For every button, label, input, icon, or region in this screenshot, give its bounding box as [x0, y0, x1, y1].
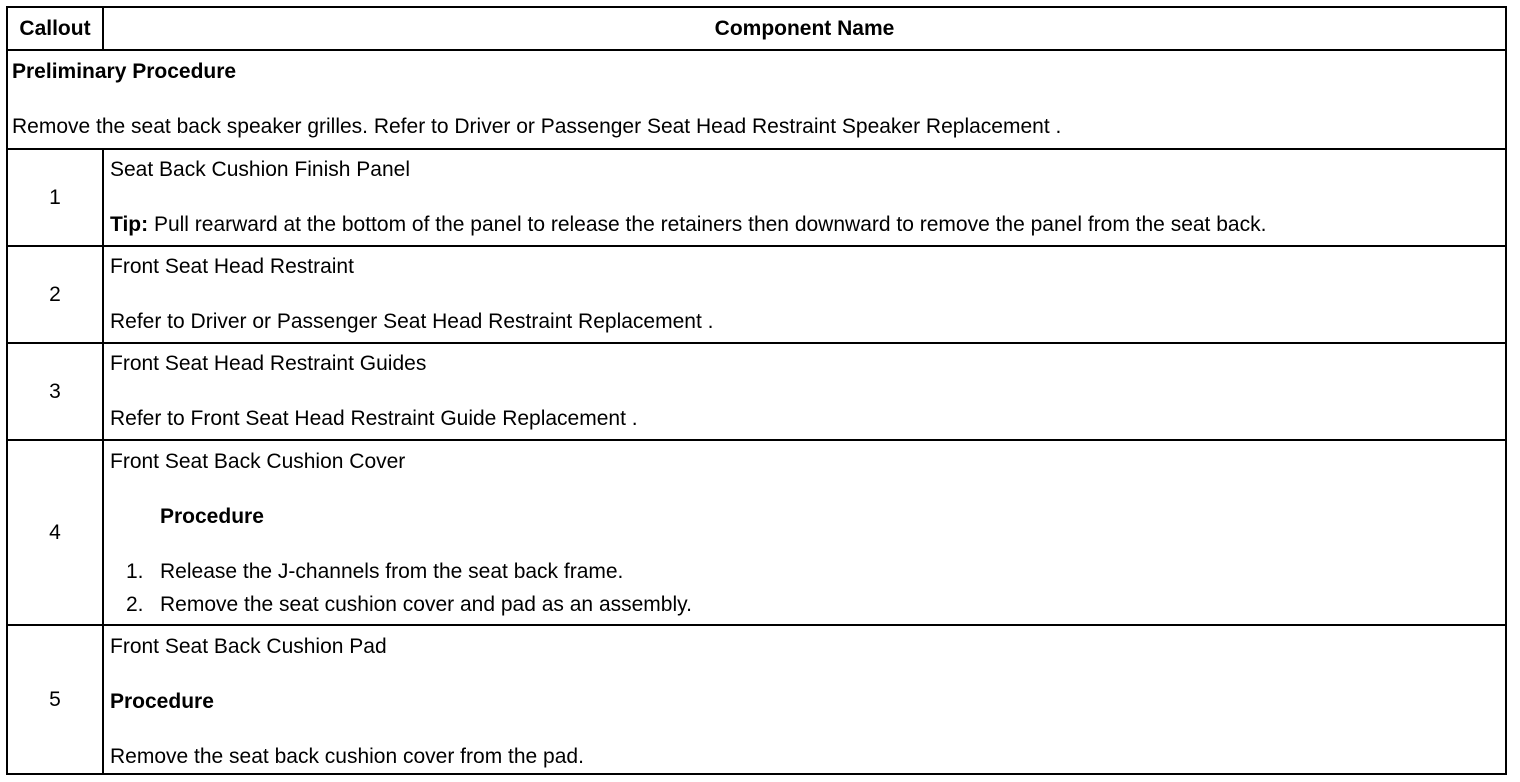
preliminary-title: Preliminary Procedure [12, 60, 237, 83]
reference-note: Refer to Driver or Passenger Seat Head Restraint Replacement . [110, 310, 714, 333]
callout-cell [8, 150, 104, 245]
table-row [8, 342, 1505, 439]
step-number: 2. [126, 593, 144, 616]
procedure-label: Procedure [160, 505, 264, 528]
tip-line [110, 213, 1266, 237]
callout-number: 3 [49, 379, 61, 403]
tip-label: Tip: [110, 213, 149, 236]
component-cell [104, 626, 1505, 773]
table-header-row [8, 8, 1505, 49]
component-name: Front Seat Head Restraint Guides [110, 352, 427, 375]
step-number: 1. [126, 560, 144, 583]
preliminary-text: Remove the seat back speaker grilles. Refer to Driver or Passenger Seat Head Restraint Speaker Replacement . [12, 115, 1062, 138]
table-row [8, 245, 1505, 342]
component-name: Seat Back Cushion Finish Panel [110, 158, 410, 181]
component-cell [104, 247, 1505, 342]
component-table [6, 6, 1507, 775]
callout-header-label: Callout [19, 16, 91, 40]
callout-cell [8, 441, 104, 624]
preliminary-row [8, 49, 1505, 148]
component-cell [104, 150, 1505, 245]
component-name: Front Seat Head Restraint [110, 255, 354, 278]
table-row [8, 439, 1505, 624]
callout-cell [8, 344, 104, 439]
step-text: Remove the seat cushion cover and pad as an assembly. [160, 593, 692, 616]
reference-note: Refer to Front Seat Head Restraint Guide Replacement . [110, 407, 638, 430]
procedure-step [126, 593, 692, 617]
procedure-label: Procedure [110, 690, 214, 713]
procedure-note: Remove the seat back cushion cover from the pad. [110, 745, 584, 768]
preliminary-cell [8, 51, 1505, 148]
callout-number: 2 [49, 282, 61, 306]
callout-cell [8, 626, 104, 773]
step-text: Release the J-channels from the seat back frame. [160, 560, 624, 583]
component-name-header [104, 8, 1505, 49]
callout-cell [8, 247, 104, 342]
tip-text: Pull rearward at the bottom of the panel to release the retainers then downward to remove the panel from the seat back. [148, 213, 1267, 236]
callout-number: 4 [49, 520, 61, 544]
table-row [8, 148, 1505, 245]
component-cell [104, 441, 1505, 624]
callout-number: 1 [49, 185, 61, 209]
callout-number: 5 [49, 687, 61, 711]
component-name: Front Seat Back Cushion Pad [110, 635, 387, 658]
component-name-header-label: Component Name [714, 16, 895, 40]
procedure-step [126, 560, 624, 584]
table-row [8, 624, 1505, 773]
callout-header [8, 8, 104, 49]
component-cell [104, 344, 1505, 439]
component-name: Front Seat Back Cushion Cover [110, 450, 406, 473]
